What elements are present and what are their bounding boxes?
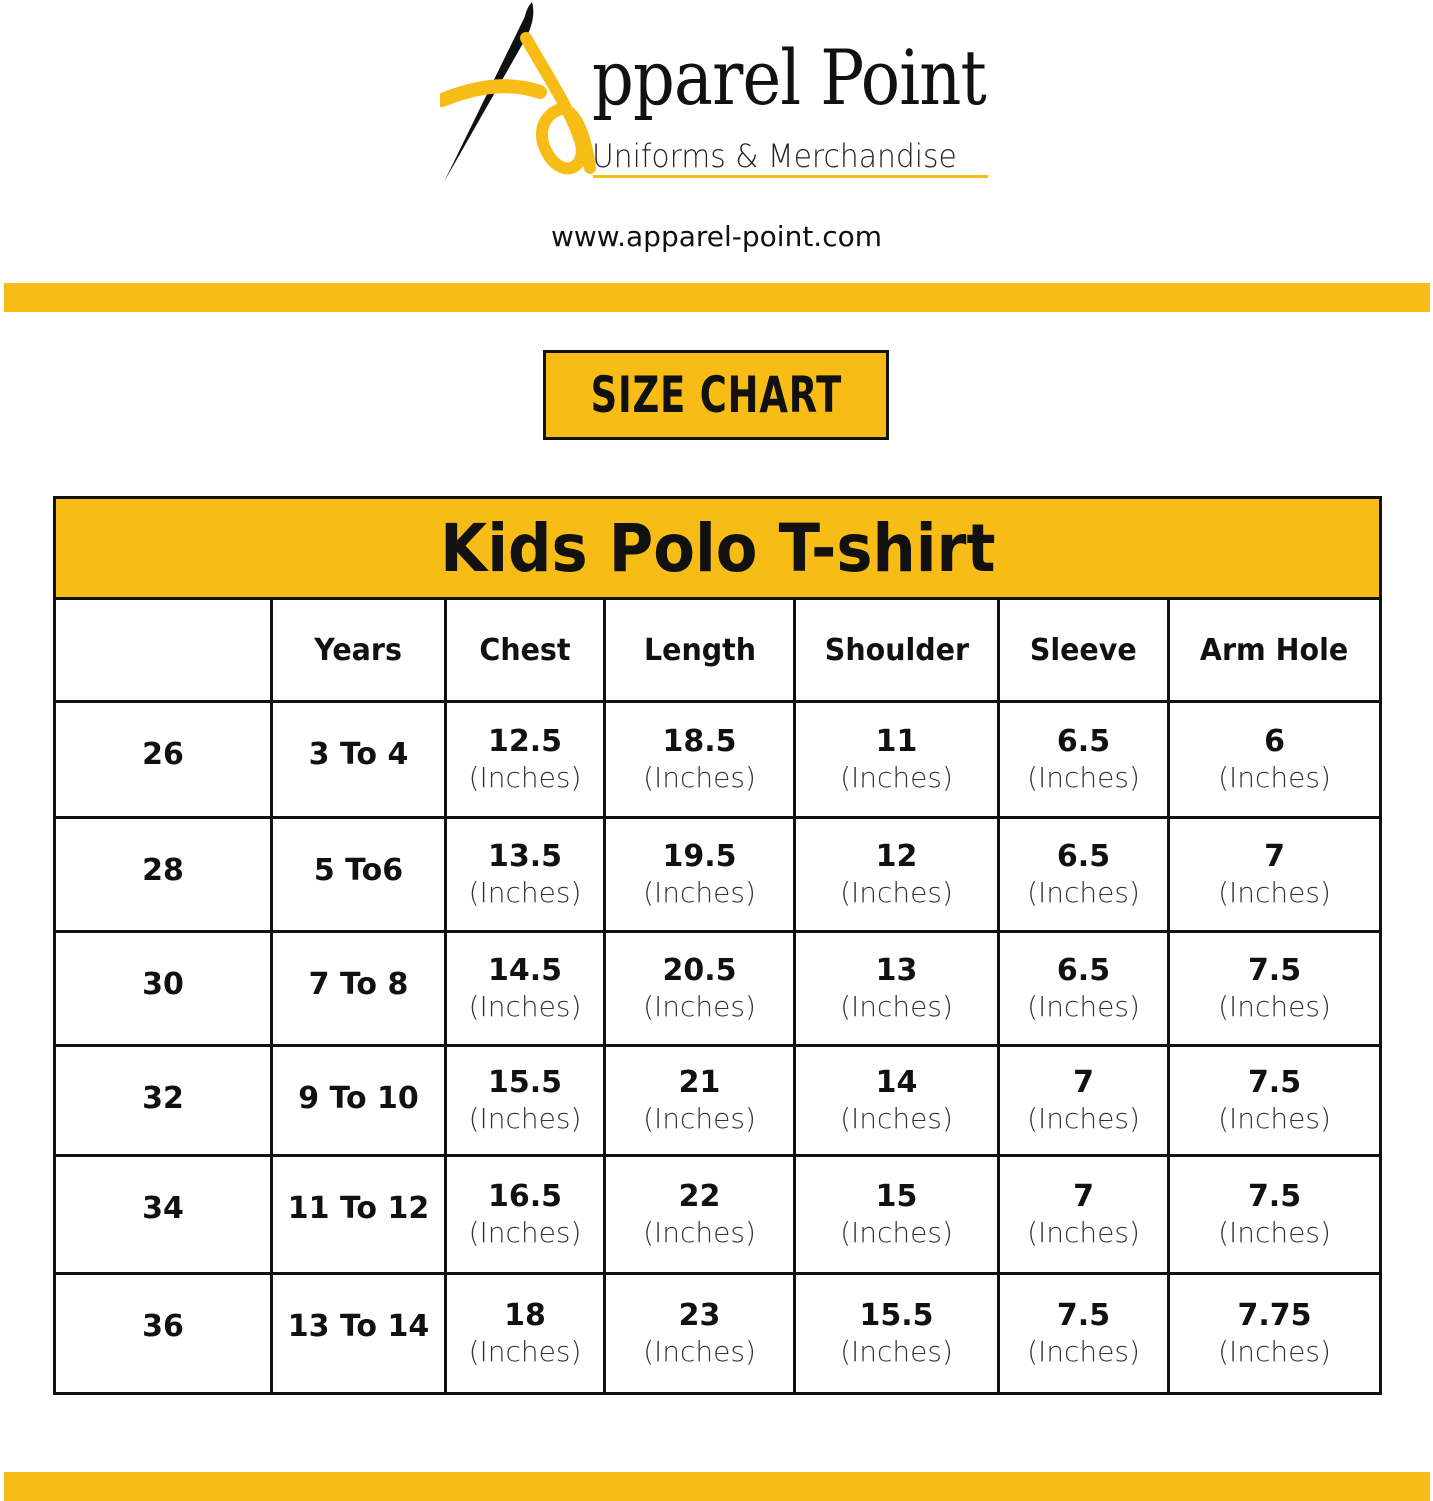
unit-label: (Inches) — [1218, 989, 1331, 1023]
unit-label: (Inches) — [1218, 760, 1331, 794]
size-value: 28 — [142, 853, 184, 888]
armhole-measure — [1170, 953, 1379, 1025]
unit-label: (Inches) — [643, 875, 756, 909]
chest-cell — [446, 932, 605, 1046]
size-cell — [55, 1046, 272, 1156]
armhole-cell — [1169, 1274, 1381, 1394]
length-value: 19.5 — [662, 838, 737, 874]
tagline-underline — [593, 175, 988, 178]
sleeve-cell — [999, 1046, 1169, 1156]
table-title-text: Kids Polo T-shirt — [439, 509, 996, 587]
years-cell — [272, 932, 446, 1046]
needle-logo-icon — [440, 0, 600, 190]
table-row — [55, 932, 1381, 1046]
header-chest-text: Chest — [479, 632, 571, 668]
header-length-text: Length — [643, 632, 756, 668]
years-value: 7 To 8 — [308, 967, 409, 1002]
size-cell — [55, 818, 272, 932]
years-cell — [272, 1156, 446, 1274]
length-cell — [605, 702, 795, 818]
sleeve-value: 6.5 — [1056, 838, 1111, 874]
size-chart-badge — [543, 350, 889, 440]
length-value: 18.5 — [662, 723, 737, 759]
shoulder-measure — [796, 1065, 997, 1137]
header-years-text: Years — [314, 632, 403, 668]
unit-label: (Inches) — [468, 1215, 582, 1249]
unit-label: (Inches) — [643, 1334, 756, 1368]
header-sleeve-text: Sleeve — [1030, 632, 1137, 668]
brand-tagline: Uniforms & Merchandise — [592, 137, 957, 175]
armhole-value: 7.5 — [1247, 952, 1302, 988]
sleeve-value: 7 — [1073, 1178, 1094, 1214]
armhole-cell — [1169, 1156, 1381, 1274]
website-link[interactable]: www.apparel-point.com — [550, 220, 882, 253]
unit-label: (Inches) — [840, 1215, 953, 1249]
shoulder-measure — [796, 839, 997, 911]
table-title-row — [55, 498, 1381, 599]
length-value: 23 — [678, 1297, 721, 1333]
years-value: 13 To 14 — [287, 1309, 430, 1344]
armhole-measure — [1170, 724, 1379, 796]
length-value: 21 — [678, 1064, 721, 1100]
header-chest — [446, 599, 605, 702]
length-value: 20.5 — [662, 952, 737, 988]
sleeve-measure — [1000, 1298, 1167, 1370]
unit-label: (Inches) — [643, 1101, 756, 1135]
unit-label: (Inches) — [1027, 760, 1140, 794]
unit-label: (Inches) — [643, 760, 756, 794]
years-cell — [272, 1046, 446, 1156]
unit-label: (Inches) — [643, 989, 756, 1023]
years-value: 11 To 12 — [287, 1191, 430, 1226]
shoulder-measure — [796, 1298, 997, 1370]
armhole-measure — [1170, 839, 1379, 911]
shoulder-measure — [796, 724, 997, 796]
armhole-value: 7.5 — [1247, 1064, 1302, 1100]
sleeve-cell — [999, 1156, 1169, 1274]
armhole-measure — [1170, 1065, 1379, 1137]
unit-label: (Inches) — [468, 875, 582, 909]
shoulder-value: 13 — [875, 952, 918, 988]
years-cell — [272, 1274, 446, 1394]
length-value: 22 — [678, 1178, 721, 1214]
unit-label: (Inches) — [468, 1334, 582, 1368]
chest-cell — [446, 818, 605, 932]
armhole-measure — [1170, 1179, 1379, 1251]
chest-measure — [447, 1065, 603, 1137]
unit-label: (Inches) — [840, 1101, 953, 1135]
armhole-value: 7.75 — [1237, 1297, 1312, 1333]
unit-label: (Inches) — [840, 760, 953, 794]
unit-label: (Inches) — [840, 1334, 953, 1368]
brand-name: pparel Point — [592, 33, 986, 122]
shoulder-cell — [795, 818, 999, 932]
unit-label: (Inches) — [1027, 1101, 1140, 1135]
length-measure — [606, 839, 793, 911]
shoulder-cell — [795, 1046, 999, 1156]
armhole-measure — [1170, 1298, 1379, 1370]
unit-label: (Inches) — [840, 989, 953, 1023]
header-length — [605, 599, 795, 702]
armhole-value: 7 — [1264, 838, 1285, 874]
shoulder-cell — [795, 932, 999, 1046]
chest-measure — [447, 724, 603, 796]
sleeve-measure — [1000, 1179, 1167, 1251]
size-value: 34 — [142, 1191, 184, 1226]
length-cell — [605, 818, 795, 932]
armhole-value: 6 — [1264, 723, 1285, 759]
shoulder-measure — [796, 1179, 997, 1251]
header-years — [272, 599, 446, 702]
sleeve-cell — [999, 818, 1169, 932]
armhole-cell — [1169, 1046, 1381, 1156]
unit-label: (Inches) — [1218, 1334, 1331, 1368]
unit-label: (Inches) — [840, 875, 953, 909]
size-value: 30 — [142, 967, 184, 1002]
shoulder-cell — [795, 1156, 999, 1274]
header-shoulder — [795, 599, 999, 702]
chest-value: 18 — [504, 1297, 546, 1333]
chest-cell — [446, 1274, 605, 1394]
sleeve-value: 6.5 — [1056, 723, 1111, 759]
unit-label: (Inches) — [468, 1101, 582, 1135]
size-chart-table — [53, 496, 1382, 1395]
chest-measure — [447, 953, 603, 1025]
unit-label: (Inches) — [1218, 1101, 1331, 1135]
armhole-value: 7.5 — [1247, 1178, 1302, 1214]
chest-value: 15.5 — [487, 1064, 563, 1100]
size-cell — [55, 702, 272, 818]
unit-label: (Inches) — [1218, 875, 1331, 909]
header-armhole-text: Arm Hole — [1200, 632, 1349, 668]
sleeve-value: 7.5 — [1056, 1297, 1111, 1333]
shoulder-cell — [795, 702, 999, 818]
size-cell — [55, 932, 272, 1046]
chest-value: 14.5 — [487, 952, 563, 988]
years-value: 9 To 10 — [298, 1081, 419, 1116]
sleeve-value: 7 — [1073, 1064, 1094, 1100]
sleeve-cell — [999, 702, 1169, 818]
chest-measure — [447, 1179, 603, 1251]
size-cell — [55, 1274, 272, 1394]
table-row — [55, 1156, 1381, 1274]
armhole-cell — [1169, 702, 1381, 818]
sleeve-measure — [1000, 1065, 1167, 1137]
table-row — [55, 702, 1381, 818]
sleeve-value: 6.5 — [1056, 952, 1111, 988]
shoulder-value: 14 — [875, 1064, 918, 1100]
size-value: 26 — [142, 737, 184, 772]
length-measure — [606, 724, 793, 796]
table-row — [55, 1274, 1381, 1394]
unit-label: (Inches) — [468, 760, 582, 794]
sleeve-measure — [1000, 839, 1167, 911]
years-cell — [272, 702, 446, 818]
header-shoulder-text: Shoulder — [824, 632, 969, 668]
chest-measure — [447, 1298, 603, 1370]
unit-label: (Inches) — [1027, 989, 1140, 1023]
length-measure — [606, 1298, 793, 1370]
unit-label: (Inches) — [1027, 1215, 1140, 1249]
length-cell — [605, 932, 795, 1046]
shoulder-value: 12 — [875, 838, 918, 874]
shoulder-value: 15 — [875, 1178, 918, 1214]
top-divider-band — [4, 283, 1430, 312]
size-chart-label: SIZE CHART — [590, 366, 842, 424]
chest-cell — [446, 702, 605, 818]
chest-value: 12.5 — [487, 723, 563, 759]
unit-label: (Inches) — [1027, 875, 1140, 909]
chest-value: 13.5 — [487, 838, 563, 874]
sleeve-measure — [1000, 953, 1167, 1025]
table-body — [55, 702, 1381, 1394]
shoulder-value: 15.5 — [859, 1297, 934, 1333]
unit-label: (Inches) — [468, 989, 582, 1023]
sleeve-measure — [1000, 724, 1167, 796]
size-value: 36 — [142, 1309, 184, 1344]
header-armhole — [1169, 599, 1381, 702]
chest-value: 16.5 — [487, 1178, 563, 1214]
armhole-cell — [1169, 818, 1381, 932]
length-measure — [606, 1179, 793, 1251]
table-row — [55, 818, 1381, 932]
table-header-row — [55, 599, 1381, 702]
sleeve-cell — [999, 1274, 1169, 1394]
shoulder-cell — [795, 1274, 999, 1394]
years-value: 5 To6 — [313, 853, 404, 888]
header-size — [55, 599, 272, 702]
size-value: 32 — [142, 1081, 184, 1116]
chest-cell — [446, 1156, 605, 1274]
unit-label: (Inches) — [1027, 1334, 1140, 1368]
header-sleeve — [999, 599, 1169, 702]
length-cell — [605, 1274, 795, 1394]
table-row — [55, 1046, 1381, 1156]
years-value: 3 To 4 — [308, 737, 409, 772]
chest-cell — [446, 1046, 605, 1156]
shoulder-measure — [796, 953, 997, 1025]
unit-label: (Inches) — [1218, 1215, 1331, 1249]
length-measure — [606, 1065, 793, 1137]
length-cell — [605, 1046, 795, 1156]
length-cell — [605, 1156, 795, 1274]
brand-logo — [440, 0, 1000, 190]
sleeve-cell — [999, 932, 1169, 1046]
size-cell — [55, 1156, 272, 1274]
table-title — [55, 498, 1381, 599]
years-cell — [272, 818, 446, 932]
chest-measure — [447, 839, 603, 911]
shoulder-value: 11 — [875, 723, 918, 759]
bottom-divider-band — [4, 1472, 1430, 1501]
armhole-cell — [1169, 932, 1381, 1046]
unit-label: (Inches) — [643, 1215, 756, 1249]
length-measure — [606, 953, 793, 1025]
